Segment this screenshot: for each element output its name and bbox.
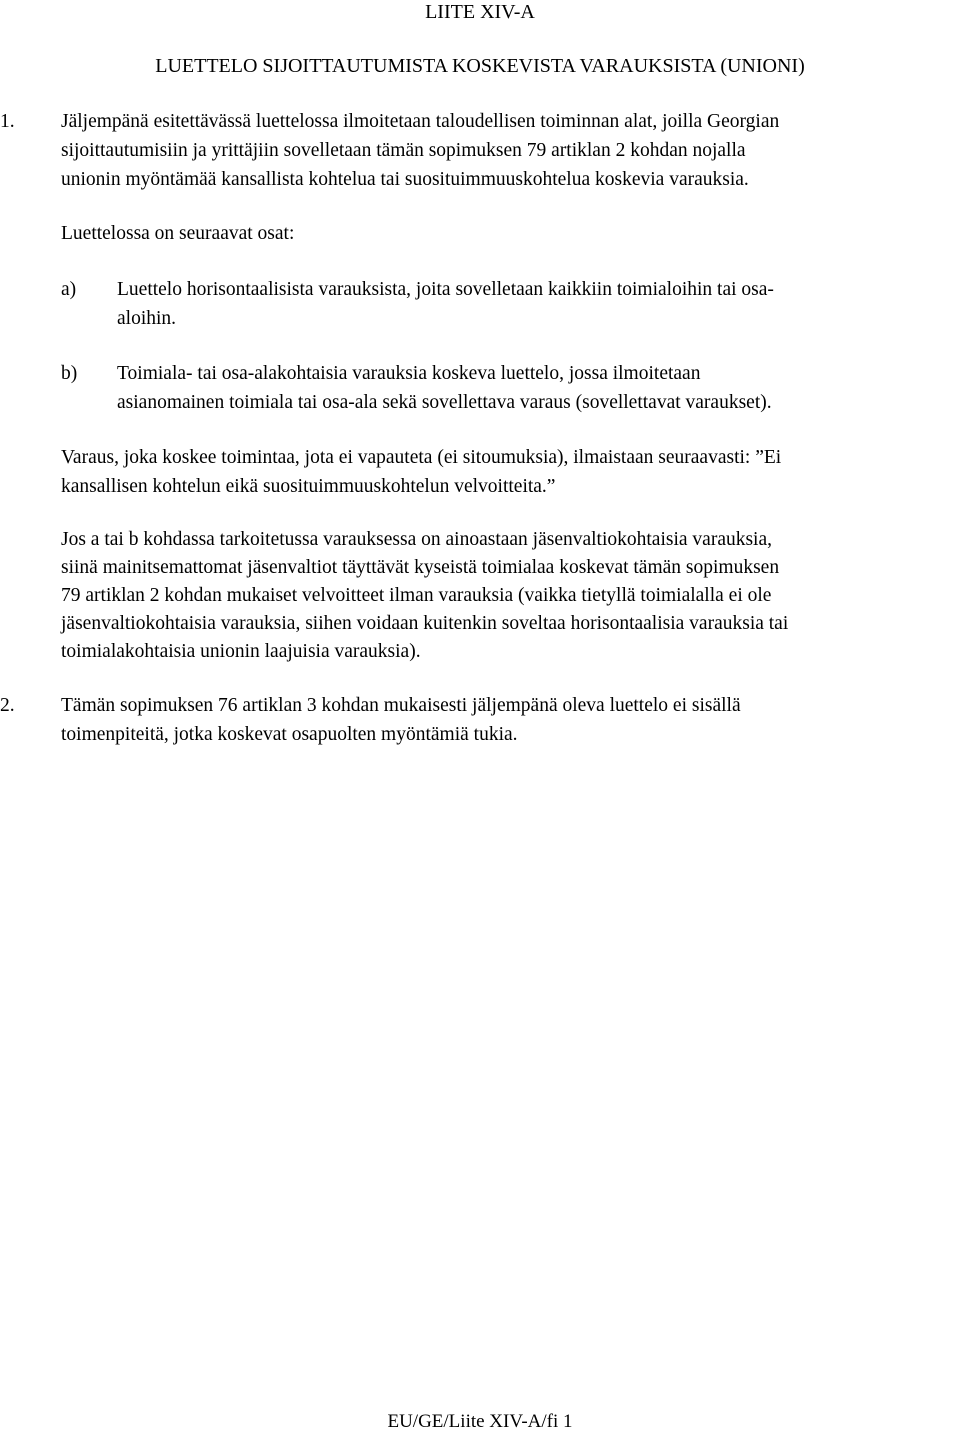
parts-intro: Luettelossa on seuraavat osat: [61,223,295,244]
reservation-note-line: kansallisen kohtelun eikä suosituimmuuskohtelun velvoitteita.” [61,476,556,497]
item-b-line: asianomainen toimiala tai osa-ala sekä sovellettava varaus (sovellettavat varaukset). [117,392,772,413]
annex-title: LIITE XIV-A [425,1,535,23]
reservation-note-line: Varaus, joka koskee toimintaa, jota ei vapauteta (ei sitoumuksia), ilmaistaan seuraavasti: ”Ei [61,447,782,468]
section-2-line: toimenpiteitä, jotka koskevat osapuolten myöntämiä tukia. [61,724,518,745]
section-1-intro-line: Jäljempänä esitettävässä luettelossa ilmoitetaan taloudellisen toiminnan alat, joilla Georgian [61,111,780,132]
member-state-note-line: 79 artiklan 2 kohdan mukaiset velvoitteet ilman varauksia (vaikka tietyllä toimialalla ei ole [61,585,772,606]
page-footer: EU/GE/Liite XIV-A/fi 1 [387,1411,573,1432]
section-2-number: 2. [0,695,15,716]
member-state-note-line: siinä mainitsemattomat jäsenvaltiot täyttävät kyseistä toimialaa koskevat tämän sopimuksen [61,557,780,578]
item-a-label: a) [61,279,77,300]
section-1-number: 1. [0,111,15,132]
section-2-line: Tämän sopimuksen 76 artiklan 3 kohdan mukaisesti jäljempänä oleva luettelo ei sisällä [61,695,741,716]
item-a-line: aloihin. [117,308,177,329]
item-a-line: Luettelo horisontaalisista varauksista, joita sovelletaan kaikkiin toimialoihin tai osa- [117,279,774,300]
member-state-note-line: Jos a tai b kohdassa tarkoitetussa varauksessa on ainoastaan jäsenvaltiokohtaisia varauksia, [61,529,773,550]
item-b-label: b) [61,363,78,384]
item-b-line: Toimiala- tai osa-alakohtaisia varauksia koskeva luettelo, jossa ilmoitetaan [117,363,701,384]
document-title: LUETTELO SIJOITTAUTUMISTA KOSKEVISTA VARAUKSISTA (UNIONI) [155,55,805,77]
member-state-note-line: toimialakohtaisia unionin laajuisia varauksia). [61,641,421,662]
member-state-note-line: jäsenvaltiokohtaisia varauksia, siihen voidaan kuitenkin soveltaa horisontaalisia varauksia tai [61,613,789,634]
section-1-intro-line: unionin myöntämää kansallista kohtelua tai suosituimmuuskohtelua koskevia varauksia. [61,169,749,190]
section-1-intro-line: sijoittautumisiin ja yrittäjiin sovelletaan tämän sopimuksen 79 artiklan 2 kohdan nojalla [61,140,746,161]
